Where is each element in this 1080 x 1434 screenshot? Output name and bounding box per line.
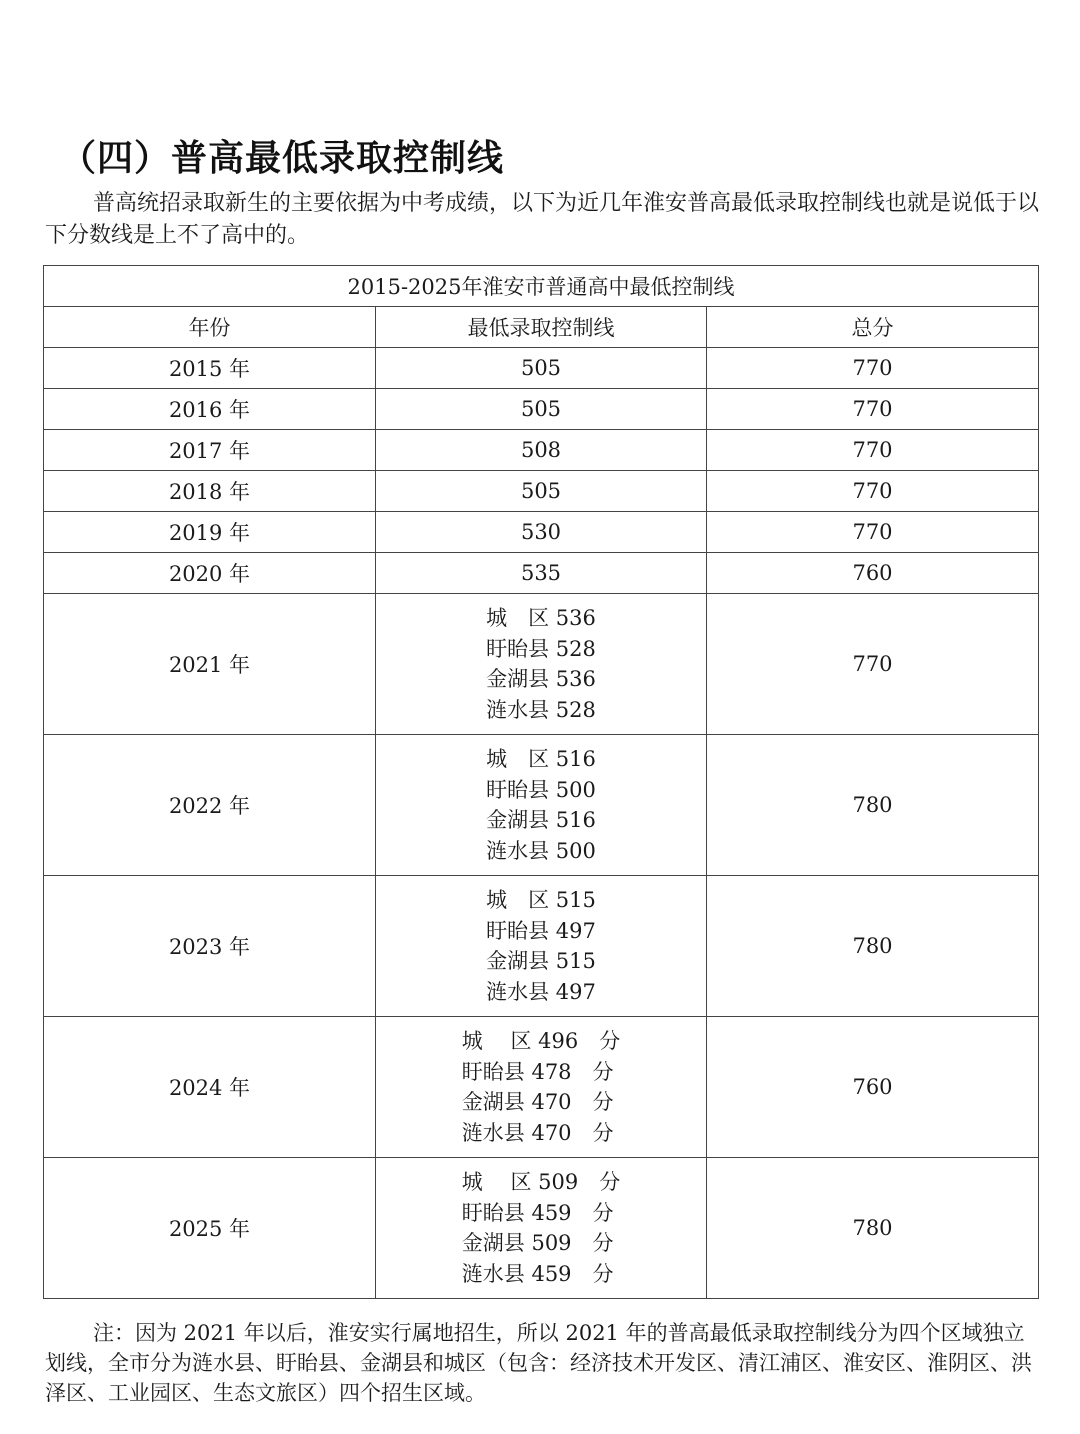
cell-total: 780	[707, 1158, 1039, 1299]
table-row	[44, 553, 1039, 594]
cell-region-lines	[376, 1158, 707, 1299]
region-line: 城 区 516	[486, 747, 596, 771]
cell-region-lines	[376, 876, 707, 1017]
cell-total: 770	[707, 430, 1039, 471]
footnote: 注：因为 2021 年以后，淮安实行属地招生，所以 2021 年的普高最低录取控制线分为四个区域独立划线，全市分为涟水县、盱眙县、金湖县和城区（包含：经济技术开发区、清江浦区、淮安区、淮阴区、洪泽区、工业园区、生态文旅区）四个招生区域。	[45, 1321, 1032, 1405]
cell-total: 780	[707, 876, 1039, 1017]
cell-line: 505	[376, 471, 707, 512]
table-row	[44, 594, 1039, 735]
table-row	[44, 389, 1039, 430]
admission-line-table	[43, 265, 1039, 1299]
table-row	[44, 348, 1039, 389]
region-line: 盱眙县 500	[486, 777, 596, 802]
cell-year: 2017 年	[44, 430, 376, 471]
region-list	[486, 603, 596, 725]
cell-year: 2024 年	[44, 1017, 376, 1158]
section-heading: （四）普高最低录取控制线	[60, 138, 505, 179]
cell-year: 2022 年	[44, 735, 376, 876]
region-line: 盱眙县 478 分	[461, 1059, 614, 1084]
table-header-row	[44, 307, 1039, 348]
cell-year: 2015 年	[44, 348, 376, 389]
table-row	[44, 735, 1039, 876]
cell-line: 530	[376, 512, 707, 553]
cell-total: 770	[707, 348, 1039, 389]
region-line: 城 区 509 分	[461, 1170, 621, 1194]
header-total: 总分	[707, 307, 1039, 348]
region-line: 涟水县 459 分	[461, 1261, 614, 1286]
region-line: 城 区 496 分	[461, 1029, 621, 1053]
cell-region-lines	[376, 1017, 707, 1158]
region-line: 金湖县 470 分	[461, 1090, 614, 1114]
region-line: 涟水县 470 分	[461, 1120, 614, 1145]
region-list	[486, 744, 596, 866]
cell-line: 505	[376, 389, 707, 430]
cell-line: 508	[376, 430, 707, 471]
cell-year: 2023 年	[44, 876, 376, 1017]
region-line: 涟水县 497	[486, 979, 596, 1004]
simple-rows	[44, 348, 1039, 594]
cell-year: 2019 年	[44, 512, 376, 553]
cell-total: 780	[707, 735, 1039, 876]
cell-total: 770	[707, 594, 1039, 735]
table-row	[44, 471, 1039, 512]
header-min-line: 最低录取控制线	[376, 307, 707, 348]
region-line: 城 区 536	[486, 606, 596, 630]
cell-region-lines	[376, 594, 707, 735]
region-line: 涟水县 500	[486, 838, 596, 863]
region-list	[462, 1167, 620, 1289]
region-line: 盱眙县 497	[486, 918, 596, 943]
cell-year: 2025 年	[44, 1158, 376, 1299]
cell-total: 770	[707, 389, 1039, 430]
region-line: 城 区 515	[486, 888, 596, 912]
table-row	[44, 1017, 1039, 1158]
table-caption: 2015-2025年淮安市普通高中最低控制线	[44, 266, 1039, 307]
cell-total: 760	[707, 1017, 1039, 1158]
region-line: 盱眙县 459 分	[461, 1200, 614, 1225]
cell-year: 2021 年	[44, 594, 376, 735]
region-line: 金湖县 536	[486, 667, 596, 691]
region-list	[462, 1026, 620, 1148]
table-row	[44, 512, 1039, 553]
region-line: 金湖县 515	[486, 949, 596, 973]
cell-year: 2020 年	[44, 553, 376, 594]
table-caption-row	[44, 266, 1039, 307]
cell-year: 2016 年	[44, 389, 376, 430]
region-line: 金湖县 516	[486, 808, 596, 832]
cell-total: 760	[707, 553, 1039, 594]
intro-paragraph: 普高统招录取新生的主要依据为中考成绩，以下为近几年淮安普高最低录取控制线也就是说低于以下分数线是上不了高中的。	[45, 191, 1040, 248]
region-line: 盱眙县 528	[486, 636, 596, 661]
cell-year: 2018 年	[44, 471, 376, 512]
table-row	[44, 876, 1039, 1017]
cell-total: 770	[707, 512, 1039, 553]
region-line: 金湖县 509 分	[461, 1231, 614, 1255]
region-rows	[44, 594, 1039, 1299]
cell-line: 505	[376, 348, 707, 389]
cell-line: 535	[376, 553, 707, 594]
cell-total: 770	[707, 471, 1039, 512]
table-row	[44, 430, 1039, 471]
region-list	[486, 885, 596, 1007]
cell-region-lines	[376, 735, 707, 876]
header-year: 年份	[44, 307, 376, 348]
region-line: 涟水县 528	[486, 697, 596, 722]
table-row	[44, 1158, 1039, 1299]
